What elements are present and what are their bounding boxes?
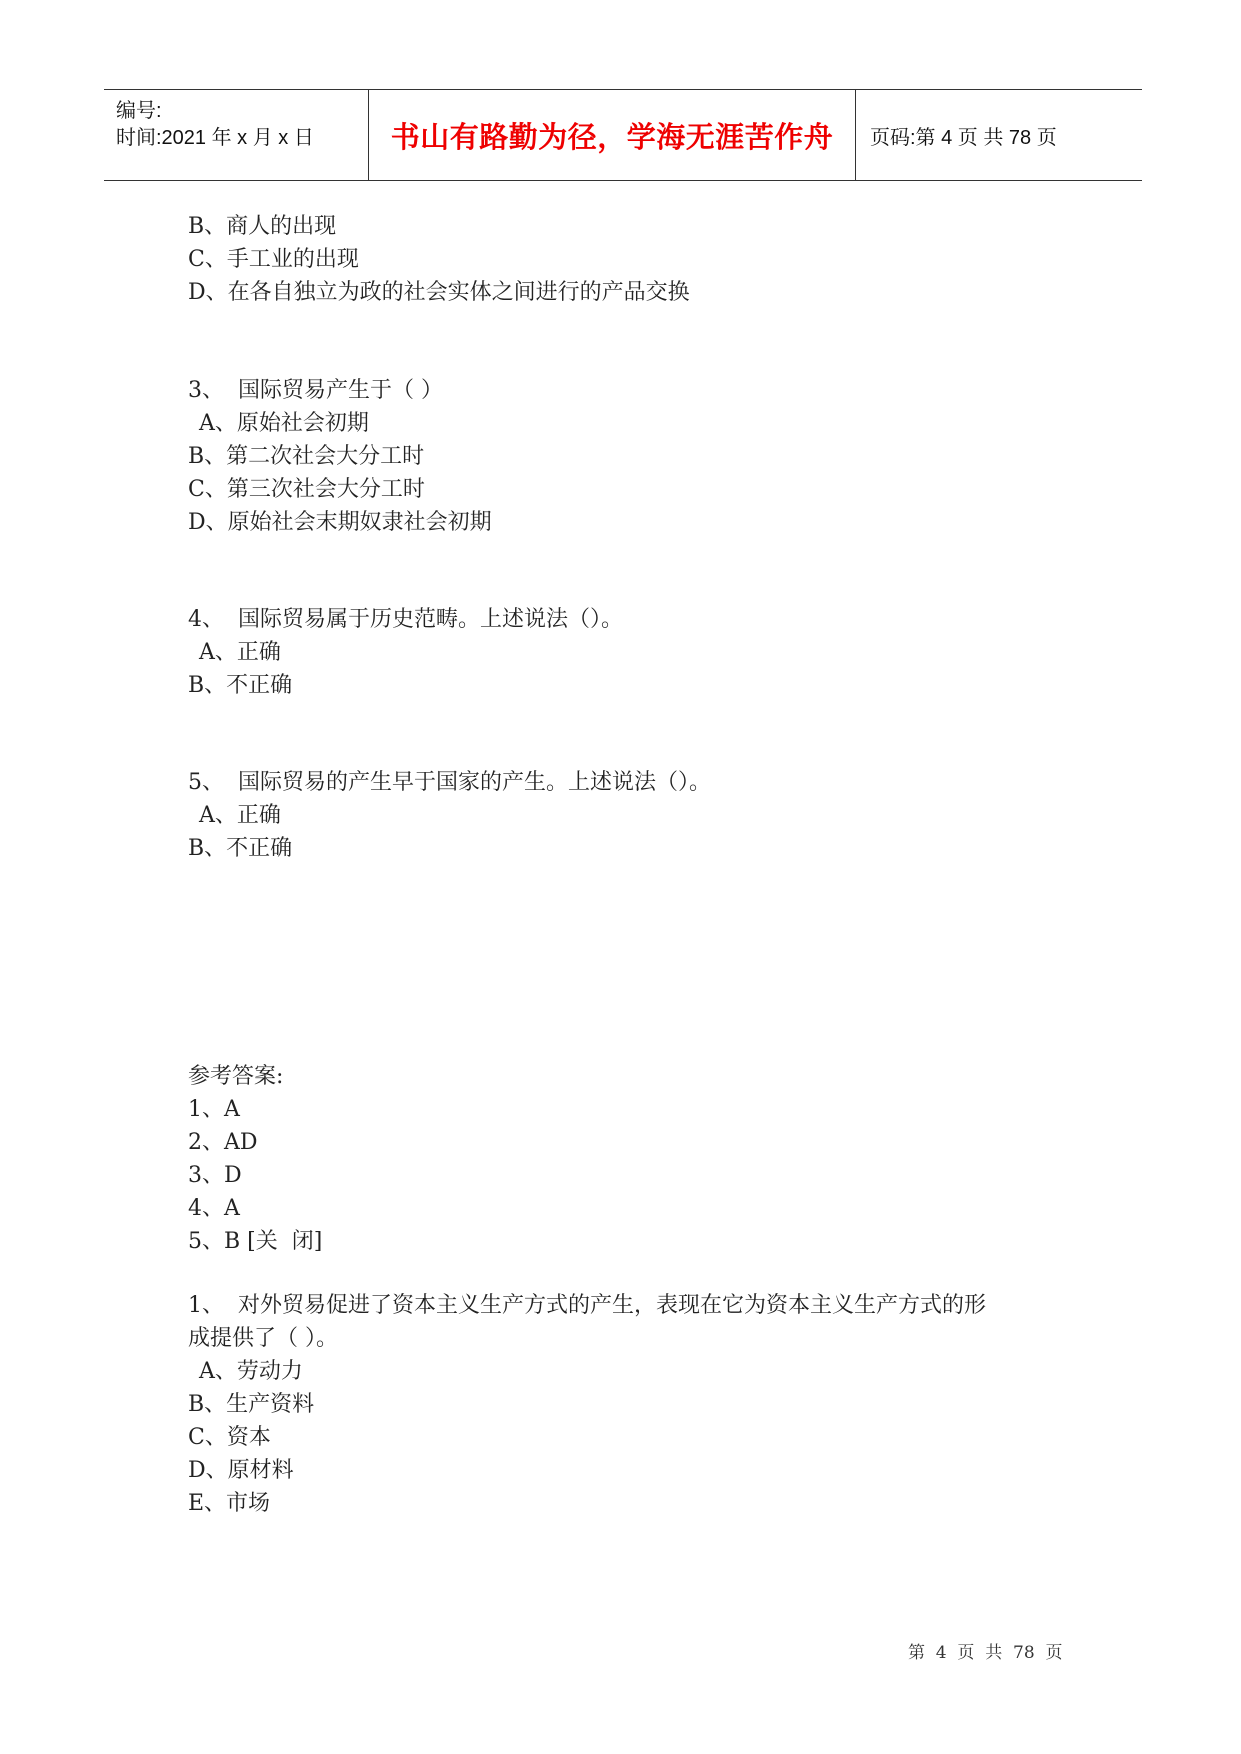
next-q1-option-c: C、资本 <box>188 1425 271 1450</box>
q3-option-c: C、第三次社会大分工时 <box>188 477 425 502</box>
header-info-cell <box>104 90 369 180</box>
page-header <box>104 89 1142 181</box>
answer-item: 1、A <box>188 1097 240 1122</box>
motto: 书山有路勤为径，学海无涯苦作舟 <box>390 119 834 154</box>
next-q1-question-line1: 1、 对外贸易促进了资本主义生产方式的产生，表现在它为资本主义生产方式的形 <box>188 1293 986 1318</box>
q2-option-c: C、手工业的出现 <box>188 247 359 272</box>
next-q1-option-e: E、市场 <box>188 1491 271 1516</box>
answer-item: 2、AD <box>188 1130 258 1155</box>
page-footer: 第 4 页 共 78 页 <box>908 1643 1063 1663</box>
q5-option-a: A、正确 <box>199 803 281 828</box>
answer-item: 5、B [关 闭] <box>188 1229 323 1254</box>
time-label: 时间:2021 年 x 月 x 日 <box>116 127 314 149</box>
q4-option-b: B、不正确 <box>188 673 293 698</box>
next-q1-question-line2: 成提供了（ ）。 <box>188 1326 338 1351</box>
q3-option-a: A、原始社会初期 <box>199 411 369 436</box>
q2-option-b: B、商人的出现 <box>188 214 337 239</box>
q4-option-a: A、正确 <box>199 640 281 665</box>
next-q1-option-b: B、生产资料 <box>188 1392 315 1417</box>
next-q1-option-a: A、劳动力 <box>199 1359 303 1384</box>
q2-option-d: D、在各自独立为政的社会实体之间进行的产品交换 <box>188 280 690 305</box>
q4-question: 4、 国际贸易属于历史范畴。上述说法（）。 <box>188 607 623 632</box>
page-code: 页码:第 4 页 共 78 页 <box>870 126 1057 149</box>
q5-option-b: B、不正确 <box>188 836 293 861</box>
q3-question: 3、 国际贸易产生于（ ） <box>188 378 443 403</box>
header-page-cell <box>856 90 1142 180</box>
q3-option-d: D、原始社会末期奴隶社会初期 <box>188 510 492 535</box>
header-motto-cell <box>369 90 856 180</box>
q5-question: 5、 国际贸易的产生早于国家的产生。上述说法（）。 <box>188 770 711 795</box>
answer-item: 3、D <box>188 1163 242 1188</box>
answer-item: 4、A <box>188 1196 240 1221</box>
number-label: 编号: <box>116 100 162 122</box>
q3-option-b: B、第二次社会大分工时 <box>188 444 425 469</box>
answers-title: 参考答案: <box>188 1064 284 1089</box>
next-q1-option-d: D、原材料 <box>188 1458 294 1483</box>
